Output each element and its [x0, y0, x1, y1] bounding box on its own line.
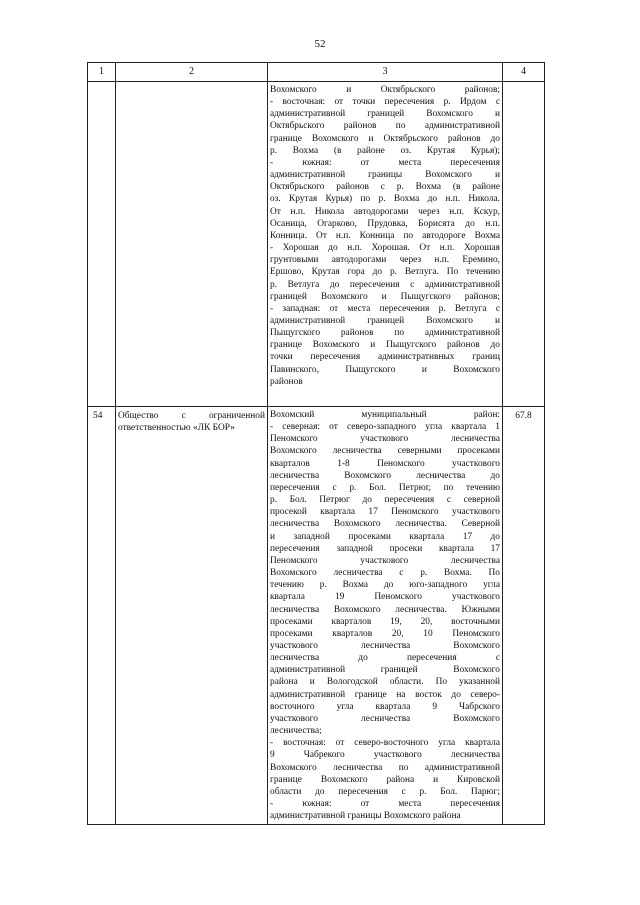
table-header-row: [88, 63, 545, 82]
description-line: границе Вохомского и Октябрьского районов до: [270, 133, 500, 144]
description-line: Пыщугского районов по административной: [270, 328, 500, 339]
description-line: восточного угла квартала 9 Чабрского: [270, 701, 500, 712]
description-line: и западной просеками квартала 17 до: [270, 531, 500, 542]
description-line: Осаница, Огарково, Прудовка, Борисята до н.п.: [270, 218, 500, 229]
description-line: границей Вохомского и Пыщугского районов;: [270, 291, 500, 302]
description-line: административной границы Вохомского и: [270, 170, 500, 181]
value-cell: 67.8: [503, 407, 545, 825]
description-cell: [268, 407, 503, 825]
description-cell: [268, 82, 503, 407]
description-line: р. Бол. Петрюг до пересечения с северной: [270, 495, 500, 506]
description-line: просекой квартала 17 Пеномского участкового: [270, 507, 500, 518]
description-line: административной границей Вохомского и: [270, 109, 500, 120]
page-number: 52: [314, 38, 326, 50]
description-line: области до пересечения с р. Бол. Парюг;: [270, 786, 500, 797]
description-line: административной границе на восток до северо-: [270, 689, 500, 700]
description-line: участкового лесничества Вохомского: [270, 640, 500, 651]
header-cell-2: 2: [116, 63, 268, 82]
header-cell-1: 1: [88, 63, 116, 82]
organization-line: Общество с ограниченной: [118, 411, 265, 421]
description-line: - восточная: от северо-восточного угла квартала: [270, 738, 500, 749]
table-row: [88, 407, 545, 825]
description-line: - восточная: от точки пересечения р. Ирдом с: [270, 97, 500, 108]
description-line: административной границы Вохомского района: [270, 811, 461, 822]
description-line: Вохомского и Октябрьского районов;: [270, 85, 500, 95]
description-line: течению р. Вохма до юго-западного угла: [270, 580, 500, 591]
description-line: границе Вохомского района и Кировской: [270, 774, 500, 785]
description-line: лесничества Вохомского лесничества. Северной: [270, 519, 500, 530]
description-line: р. Вохма (в районе оз. Крутая Курья);: [270, 145, 500, 156]
description-line: лесничества до пересечения с: [270, 653, 500, 664]
row-number: 54: [88, 407, 116, 825]
table-row: [88, 82, 545, 407]
description-line: - северная: от северо-западного угла квартала 1: [270, 422, 500, 433]
description-line: кварталов 1-8 Пеномского участкового: [270, 458, 500, 469]
value-cell: [503, 82, 545, 407]
description-line: административной границей Вохомского: [270, 665, 500, 676]
description-line: оз. Крутая Курья) по р. Вохма до н.п. Никола.: [270, 194, 500, 205]
description-line: Вохомский муниципальный район:: [270, 410, 500, 420]
description-line: районов: [270, 376, 303, 387]
description-line: Октябрьского районов с р. Вохма (в районе: [270, 182, 500, 193]
description-line: района и Вологодской области. По указанной: [270, 677, 500, 688]
description-line: - Хорошая до н.п. Хорошая. От н.п. Хорошая: [270, 243, 500, 254]
description-line: лесничества;: [270, 726, 322, 737]
description-line: От н.п. Никола автодорогами через н.п. Кскур,: [270, 206, 500, 217]
description-line: Ершово, Крутая гора до р. Ветлуга. По течению: [270, 267, 500, 278]
land-table: [87, 62, 545, 825]
description-line: Октябрьского районов по административной: [270, 121, 500, 132]
header-cell-3: 3: [268, 63, 503, 82]
description-line: просеками кварталов 20, 10 Пеномского: [270, 628, 500, 639]
organization-line: ответственностью «ЛК БОР»: [118, 423, 235, 434]
description-line: грунтовыми автодорогами через н.п. Еремино,: [270, 255, 500, 266]
description-line: Конница. От н.п. Конница по автодороге Вохма: [270, 230, 500, 241]
description-line: административной границей Вохомского и: [270, 315, 500, 326]
organization-cell: [116, 407, 268, 825]
organization-cell: [116, 82, 268, 407]
description-line: Вохомского лесничества по административной: [270, 762, 500, 773]
description-line: - южная: от места пересечения: [270, 157, 500, 168]
description-line: р. Ветлуга до пересечения с административной: [270, 279, 500, 290]
description-line: Павинского, Пыщугского и Вохомского: [270, 364, 500, 375]
description-line: просеками кварталов 19, 20, восточными: [270, 616, 500, 627]
description-line: лесничества Вохомского лесничества до: [270, 470, 500, 481]
description-line: Пеномского участкового лесничества: [270, 434, 500, 445]
description-line: Вохомского лесничества с р. Вохма. По: [270, 568, 500, 579]
description-line: - южная: от места пересечения: [270, 799, 500, 809]
header-cell-4: 4: [503, 63, 545, 82]
description-line: квартала 19 Пеномского участкового: [270, 592, 500, 603]
description-line: участкового лесничества Вохомского: [270, 713, 500, 724]
description-line: точки пересечения административных границ: [270, 352, 500, 363]
description-line: границе Вохомского и Пыщугского районов до: [270, 340, 500, 351]
description-line: Пеномского участкового лесничества: [270, 555, 500, 566]
description-line: пересечения западной просеки квартала 17: [270, 543, 500, 554]
description-line: 9 Чабрекого участкового лесничества: [270, 750, 500, 761]
description-line: Вохомского лесничества северными просеками: [270, 446, 500, 457]
row-number: [88, 82, 116, 407]
description-line: - западная: от места пересечения р. Ветлуга с: [270, 303, 500, 314]
description-line: лесничества Вохомского лесничества. Южными: [270, 604, 500, 615]
description-line: пересечения с р. Бол. Петрюг, по течению: [270, 482, 500, 493]
